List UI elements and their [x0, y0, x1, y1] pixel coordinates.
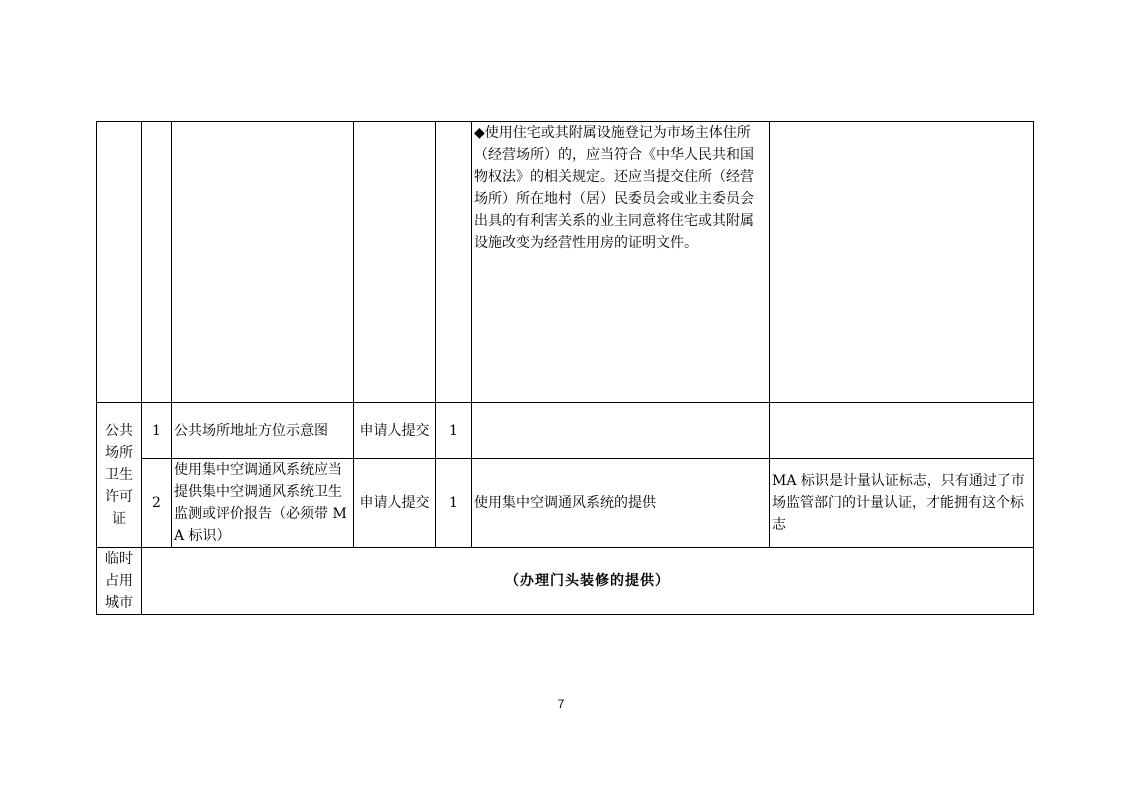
table-row	[97, 548, 1034, 615]
copies-cell: 1	[436, 403, 472, 459]
copies-cell: 1	[436, 459, 472, 548]
note-cell	[770, 403, 1034, 459]
category-cell	[97, 122, 142, 403]
category-cell: 临时占用城市	[97, 548, 142, 615]
source-cell	[354, 122, 436, 403]
copies-cell	[436, 122, 472, 403]
note-cell	[770, 122, 1034, 403]
requirement-cell	[472, 403, 770, 459]
requirement-cell: ◆使用住宅或其附属设施登记为市场主体住所（经营场所）的，应当符合《中华人民共和国物权法》的相关规定。还应当提交住所（经营场所）所在地村（居）民委员会或业主委员会出具的有利害关系的业主同意将住宅或其附属设施改变为经营性用房的证明文件。	[472, 122, 770, 403]
materials-table	[96, 121, 1034, 615]
number-cell: 1	[142, 403, 172, 459]
number-cell	[142, 122, 172, 403]
number-cell: 2	[142, 459, 172, 548]
merged-note-cell: （办理门头装修的提供）	[142, 548, 1034, 615]
source-cell: 申请人提交	[354, 459, 436, 548]
requirement-cell: 使用集中空调通风系统的提供	[472, 459, 770, 548]
category-cell: 公共场所卫生许可证	[97, 403, 142, 548]
table-row	[97, 459, 1034, 548]
material-cell: 公共场所地址方位示意图	[172, 403, 354, 459]
material-cell	[172, 122, 354, 403]
page-number: 7	[557, 697, 565, 711]
material-cell: 使用集中空调通风系统应当提供集中空调通风系统卫生监测或评价报告（必须带 MA 标识）	[172, 459, 354, 548]
note-cell: MA 标识是计量认证标志，只有通过了市场监管部门的计量认证，才能拥有这个标志	[770, 459, 1034, 548]
table-row	[97, 403, 1034, 459]
source-cell: 申请人提交	[354, 403, 436, 459]
table-row	[97, 122, 1034, 403]
